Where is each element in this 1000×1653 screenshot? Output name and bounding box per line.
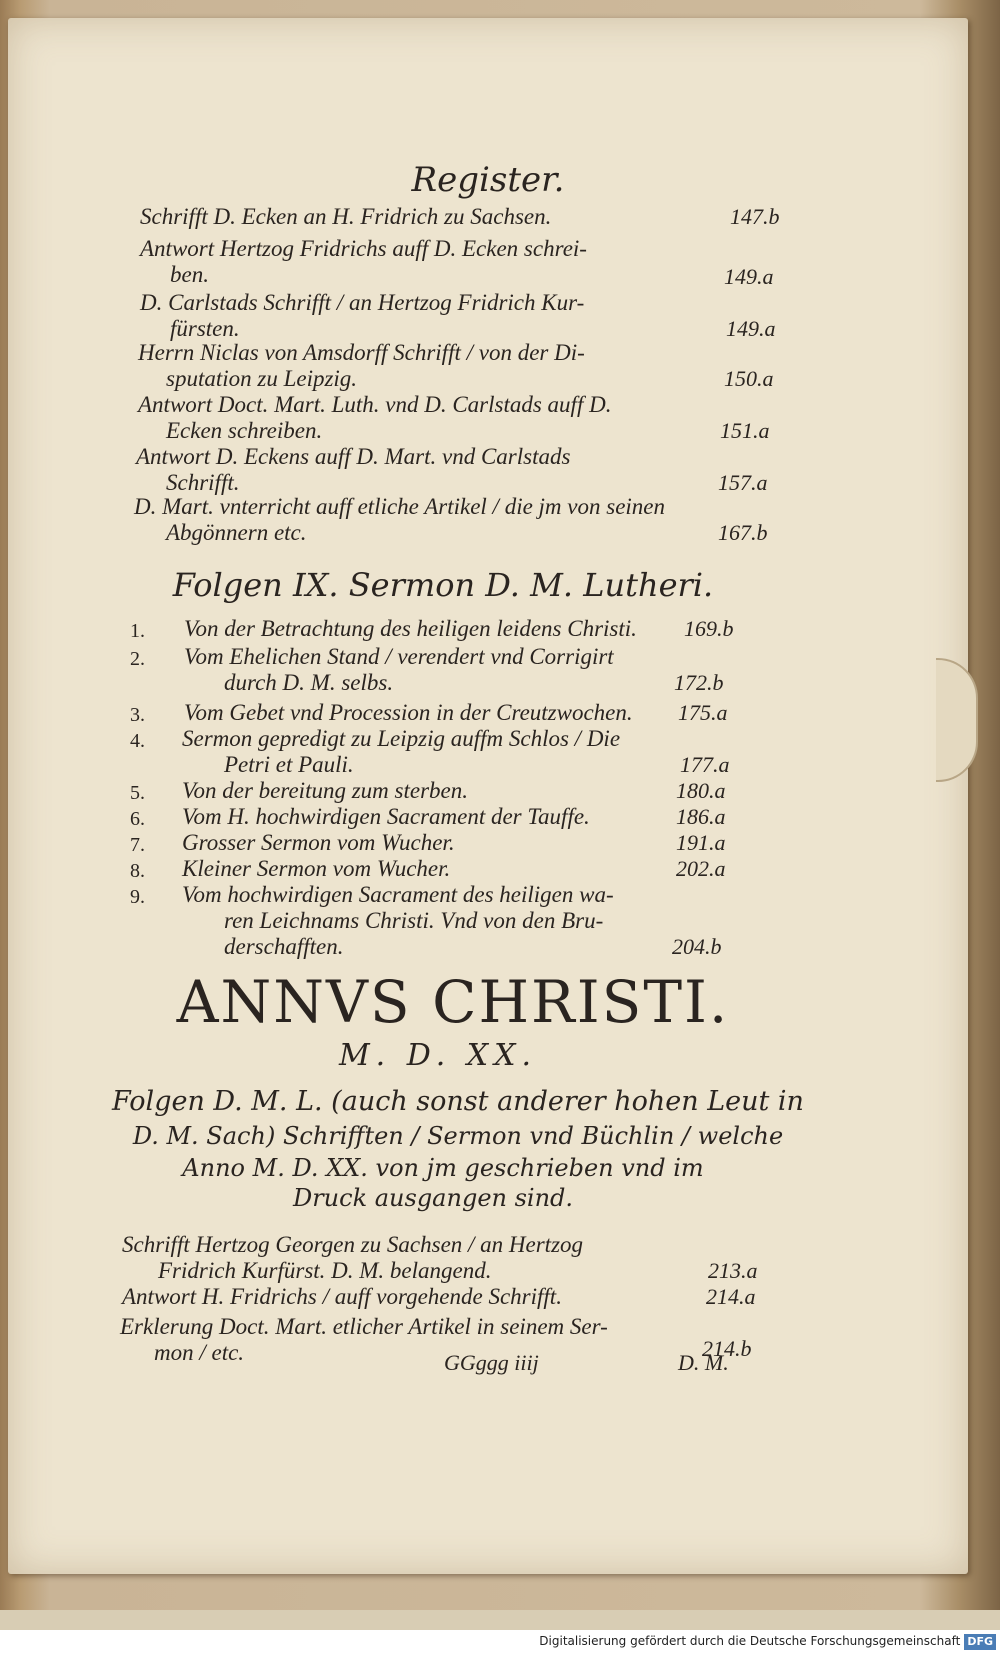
entry-line: Schrifft. <box>166 470 240 495</box>
sermon-line: Kleiner Sermon vom Wucher. <box>182 856 451 881</box>
sermon-number: 4. <box>130 730 145 752</box>
entry-line: Antwort Hertzog Fridrichs auff D. Ecken schrei- <box>140 236 587 261</box>
sermon-number: 9. <box>130 886 145 908</box>
sermon-line: ren Leichnams Christi. Vnd von den Bru- <box>224 908 604 933</box>
sermon-line: Vom Gebet vnd Procession in der Creutzwochen. <box>184 700 633 725</box>
sermon-line: Vom H. hochwirdigen Sacrament der Tauffe. <box>182 804 590 829</box>
entry-line: Antwort H. Fridrichs / auff vorgehende Schrifft. <box>122 1284 562 1309</box>
sermon-page-ref: 169.b <box>684 616 734 641</box>
entry-page-ref: 150.a <box>724 366 774 391</box>
intro-line: Druck ausgangen sind. <box>292 1184 574 1212</box>
entry-line: D. Mart. vnterricht auff etliche Artikel / die jm von seinen <box>134 494 666 519</box>
sermon-line: Petri et Pauli. <box>224 752 354 777</box>
catchword: D. M. <box>678 1350 729 1375</box>
sermon-line: Von der bereitung zum sterben. <box>182 778 468 803</box>
sermon-number: 5. <box>130 782 145 804</box>
entry-page-ref: 149.a <box>726 316 776 341</box>
intro-line: D. M. Sach) Schrifften / Sermon vnd Büchlin / welche <box>132 1122 784 1150</box>
entry-page-ref: 167.b <box>718 520 768 545</box>
sermon-page-ref: 202.a <box>676 856 726 881</box>
entry-line: Fridrich Kurfürst. D. M. belangend. <box>158 1258 492 1283</box>
entry-page-ref: 157.a <box>718 470 768 495</box>
document-page <box>8 18 968 1574</box>
intro-line: Anno M. D. XX. von jm geschrieben vnd im <box>182 1154 704 1182</box>
entry-page-ref: 147.b <box>730 204 780 229</box>
sermon-page-ref: 180.a <box>676 778 726 803</box>
entry-page-ref: 213.a <box>708 1258 758 1283</box>
annus-heading: ANNVS CHRISTI. <box>176 968 730 1036</box>
entry-line: ben. <box>170 262 209 287</box>
sermon-line: Von der Betrachtung des heiligen leidens Christi. <box>184 616 637 641</box>
sermon-number: 1. <box>130 620 145 642</box>
entry-line: Herrn Niclas von Amsdorff Schrifft / von der Di- <box>138 340 585 365</box>
digitization-footer <box>0 1630 1000 1653</box>
sermon-number: 6. <box>130 808 145 830</box>
entry-line: Erklerung Doct. Mart. etlicher Artikel in seinem Ser- <box>120 1314 608 1339</box>
sermon-heading: Folgen IX. Sermon D. M. Lutheri. <box>172 566 714 604</box>
entry-line: fürsten. <box>170 316 240 341</box>
sermon-number: 3. <box>130 704 145 726</box>
entry-line: Schrifft D. Ecken an H. Fridrich zu Sachsen. <box>140 204 552 229</box>
sermon-line: Vom Ehelichen Stand / verendert vnd Corrigirt <box>184 644 614 669</box>
sermon-page-ref: 177.a <box>680 752 730 777</box>
entry-line: Antwort D. Eckens auff D. Mart. vnd Carlstads <box>136 444 571 469</box>
register-title: Register. <box>411 160 565 200</box>
sermon-line: Sermon gepredigt zu Leipzig auffm Schlos / Die <box>182 726 621 751</box>
entry-line: mon / etc. <box>154 1340 245 1365</box>
entry-page-ref: 214.a <box>706 1284 756 1309</box>
sermon-number: 8. <box>130 860 145 882</box>
entry-line: Antwort Doct. Mart. Luth. vnd D. Carlstads auff D. <box>138 392 612 417</box>
sermon-page-ref: 172.b <box>674 670 724 695</box>
sermon-page-ref: 191.a <box>676 830 726 855</box>
intro-line: Folgen D. M. L. (auch sonst anderer hohen Leut in <box>112 1086 804 1117</box>
sermon-line: Vom hochwirdigen Sacrament des heiligen wa- <box>182 882 614 907</box>
entry-page-ref: 149.a <box>724 264 774 289</box>
entry-page-ref: 151.a <box>720 418 770 443</box>
dfg-logo: DFG <box>964 1634 996 1650</box>
entry-line: sputation zu Leipzig. <box>166 366 358 391</box>
entry-line: D. Carlstads Schrifft / an Hertzog Fridrich Kur- <box>140 290 585 315</box>
annus-year: M. D. XX. <box>338 1038 538 1073</box>
entry-line: Abgönnern etc. <box>166 520 307 545</box>
sermon-number: 7. <box>130 834 145 856</box>
entry-page-ref: 214.b <box>702 1336 752 1361</box>
entry-line: Schrifft Hertzog Georgen zu Sachsen / an Hertzog <box>122 1232 584 1257</box>
sermon-page-ref: 186.a <box>676 804 726 829</box>
sermon-line: derschafften. <box>224 934 344 959</box>
sermon-line: Grosser Sermon vom Wucher. <box>182 830 455 855</box>
entry-line: Ecken schreiben. <box>166 418 323 443</box>
sermon-page-ref: 175.a <box>678 700 728 725</box>
sermon-page-ref: 204.b <box>672 934 722 959</box>
signature-mark: GGggg iiij <box>444 1350 539 1375</box>
sermon-number: 2. <box>130 648 145 670</box>
footer-text: Digitalisierung gefördert durch die Deutsche Forschungsgemeinschaft <box>539 1634 961 1648</box>
sermon-line: durch D. M. selbs. <box>224 670 394 695</box>
